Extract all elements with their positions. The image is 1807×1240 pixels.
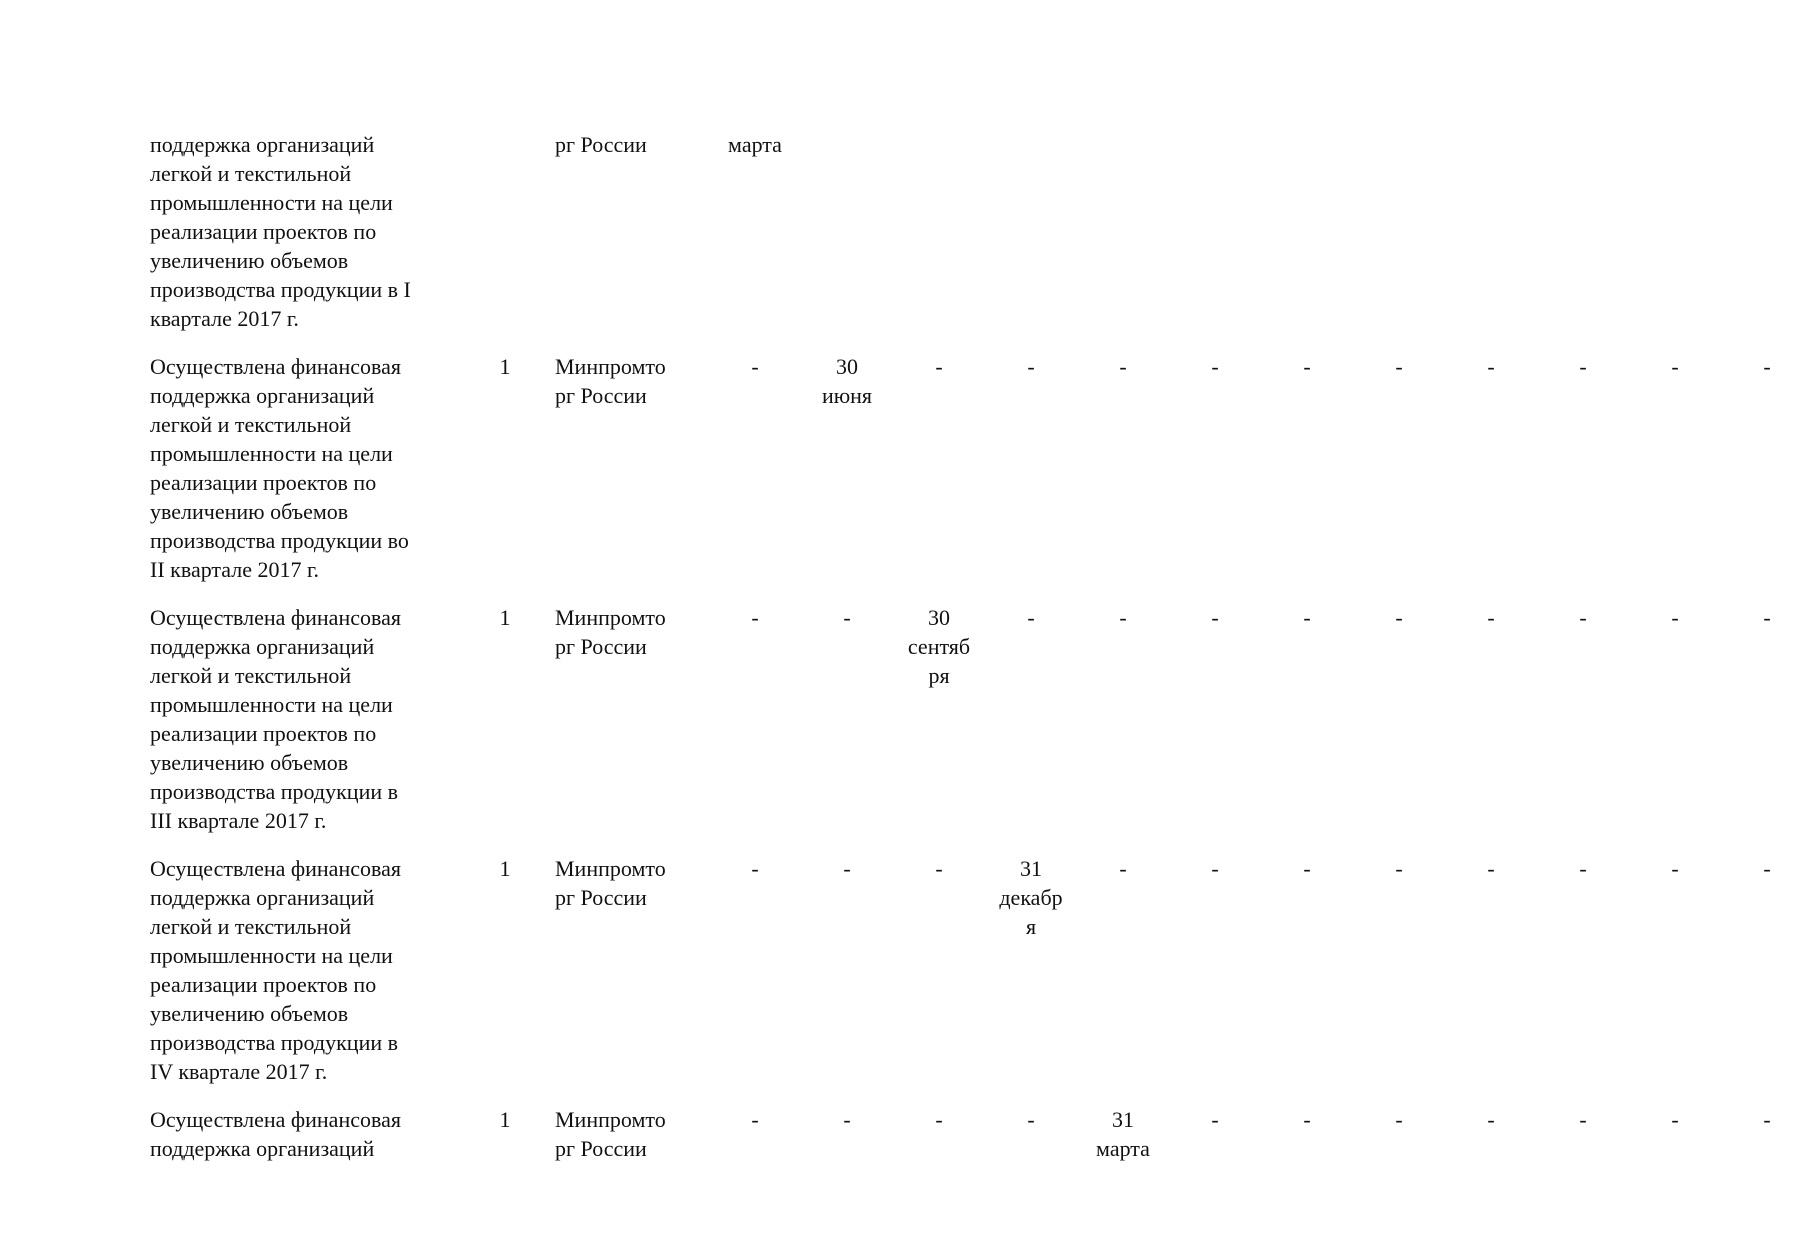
- row-responsible: рг России: [555, 132, 647, 157]
- row-quantity: 1: [499, 605, 511, 630]
- period-cell: -: [1303, 856, 1311, 881]
- period-cell: -: [843, 856, 851, 881]
- period-cell: -: [1119, 605, 1127, 630]
- period-cell: -: [1671, 856, 1679, 881]
- period-cell: -: [1763, 1107, 1771, 1132]
- period-cell: -: [1671, 354, 1679, 379]
- period-cell: -: [1303, 354, 1311, 379]
- row-description: Осуществлена финансовая поддержка организаций легкой и текстильной промышленности на цели реализации проектов по увеличению объемов производства продукции в III квартале 2017 г.: [150, 605, 401, 833]
- period-cell: -: [935, 1107, 943, 1132]
- period-cell: -: [1671, 1107, 1679, 1132]
- period-cell: -: [1303, 605, 1311, 630]
- row-quantity: 1: [499, 856, 511, 881]
- period-cell: -: [1579, 354, 1587, 379]
- row-responsible: Минпромто рг России: [555, 605, 666, 659]
- period-cell: -: [751, 856, 759, 881]
- row-responsible: Минпромто рг России: [555, 1107, 666, 1161]
- period-cell: -: [1487, 1107, 1495, 1132]
- period-cell: -: [1487, 856, 1495, 881]
- row-description: Осуществлена финансовая поддержка организаций легкой и текстильной промышленности на цели реализации проектов по увеличению объемов производства продукции в IV квартале 2017 г.: [150, 856, 401, 1084]
- period-cell: -: [1579, 856, 1587, 881]
- row-description: Осуществлена финансовая поддержка организаций легкой и текстильной промышленности на цели реализации проектов по увеличению объемов производства продукции во II квартале 2017 г.: [150, 354, 409, 582]
- period-cell: -: [935, 856, 943, 881]
- period-cell: -: [1027, 1107, 1035, 1132]
- period-cell: -: [1303, 1107, 1311, 1132]
- period-cell: 31 декабр я: [999, 856, 1063, 939]
- period-cell: -: [1119, 354, 1127, 379]
- period-cell: -: [1487, 354, 1495, 379]
- period-cell: 30 июня: [821, 354, 873, 408]
- row-description: Осуществлена финансовая поддержка организаций: [150, 1107, 401, 1161]
- period-cell: -: [1395, 605, 1403, 630]
- row-responsible: Минпромто рг России: [555, 856, 666, 910]
- period-cell: -: [1027, 354, 1035, 379]
- period-cell: -: [1763, 354, 1771, 379]
- period-cell: 30 сентяб ря: [907, 605, 971, 688]
- period-cell: -: [1763, 856, 1771, 881]
- period-cell: -: [1395, 1107, 1403, 1132]
- period-cell: -: [1579, 605, 1587, 630]
- period-cell: -: [751, 605, 759, 630]
- row-deadline: марта: [728, 132, 782, 157]
- period-cell: -: [1119, 856, 1127, 881]
- period-cell: -: [1211, 354, 1219, 379]
- period-cell: -: [843, 1107, 851, 1132]
- row-responsible: Минпромто рг России: [555, 354, 666, 408]
- period-cell: -: [1763, 605, 1771, 630]
- period-cell: -: [1211, 1107, 1219, 1132]
- period-cell: -: [1487, 605, 1495, 630]
- row-description: поддержка организаций легкой и текстильной промышленности на цели реализации проектов по увеличению объемов производства продукции в I квартале 2017 г.: [150, 132, 411, 331]
- period-cell: -: [1395, 856, 1403, 881]
- period-cell: -: [751, 1107, 759, 1132]
- period-cell: -: [1027, 605, 1035, 630]
- period-cell: -: [843, 605, 851, 630]
- row-quantity: 1: [499, 354, 511, 379]
- period-cell: -: [1211, 856, 1219, 881]
- period-cell: -: [1579, 1107, 1587, 1132]
- period-cell: -: [1671, 605, 1679, 630]
- period-cell: 31 марта: [1096, 1107, 1150, 1161]
- period-cell: -: [1211, 605, 1219, 630]
- period-cell: -: [751, 354, 759, 379]
- row-quantity: 1: [499, 1107, 511, 1132]
- period-cell: -: [935, 354, 943, 379]
- period-cell: -: [1395, 354, 1403, 379]
